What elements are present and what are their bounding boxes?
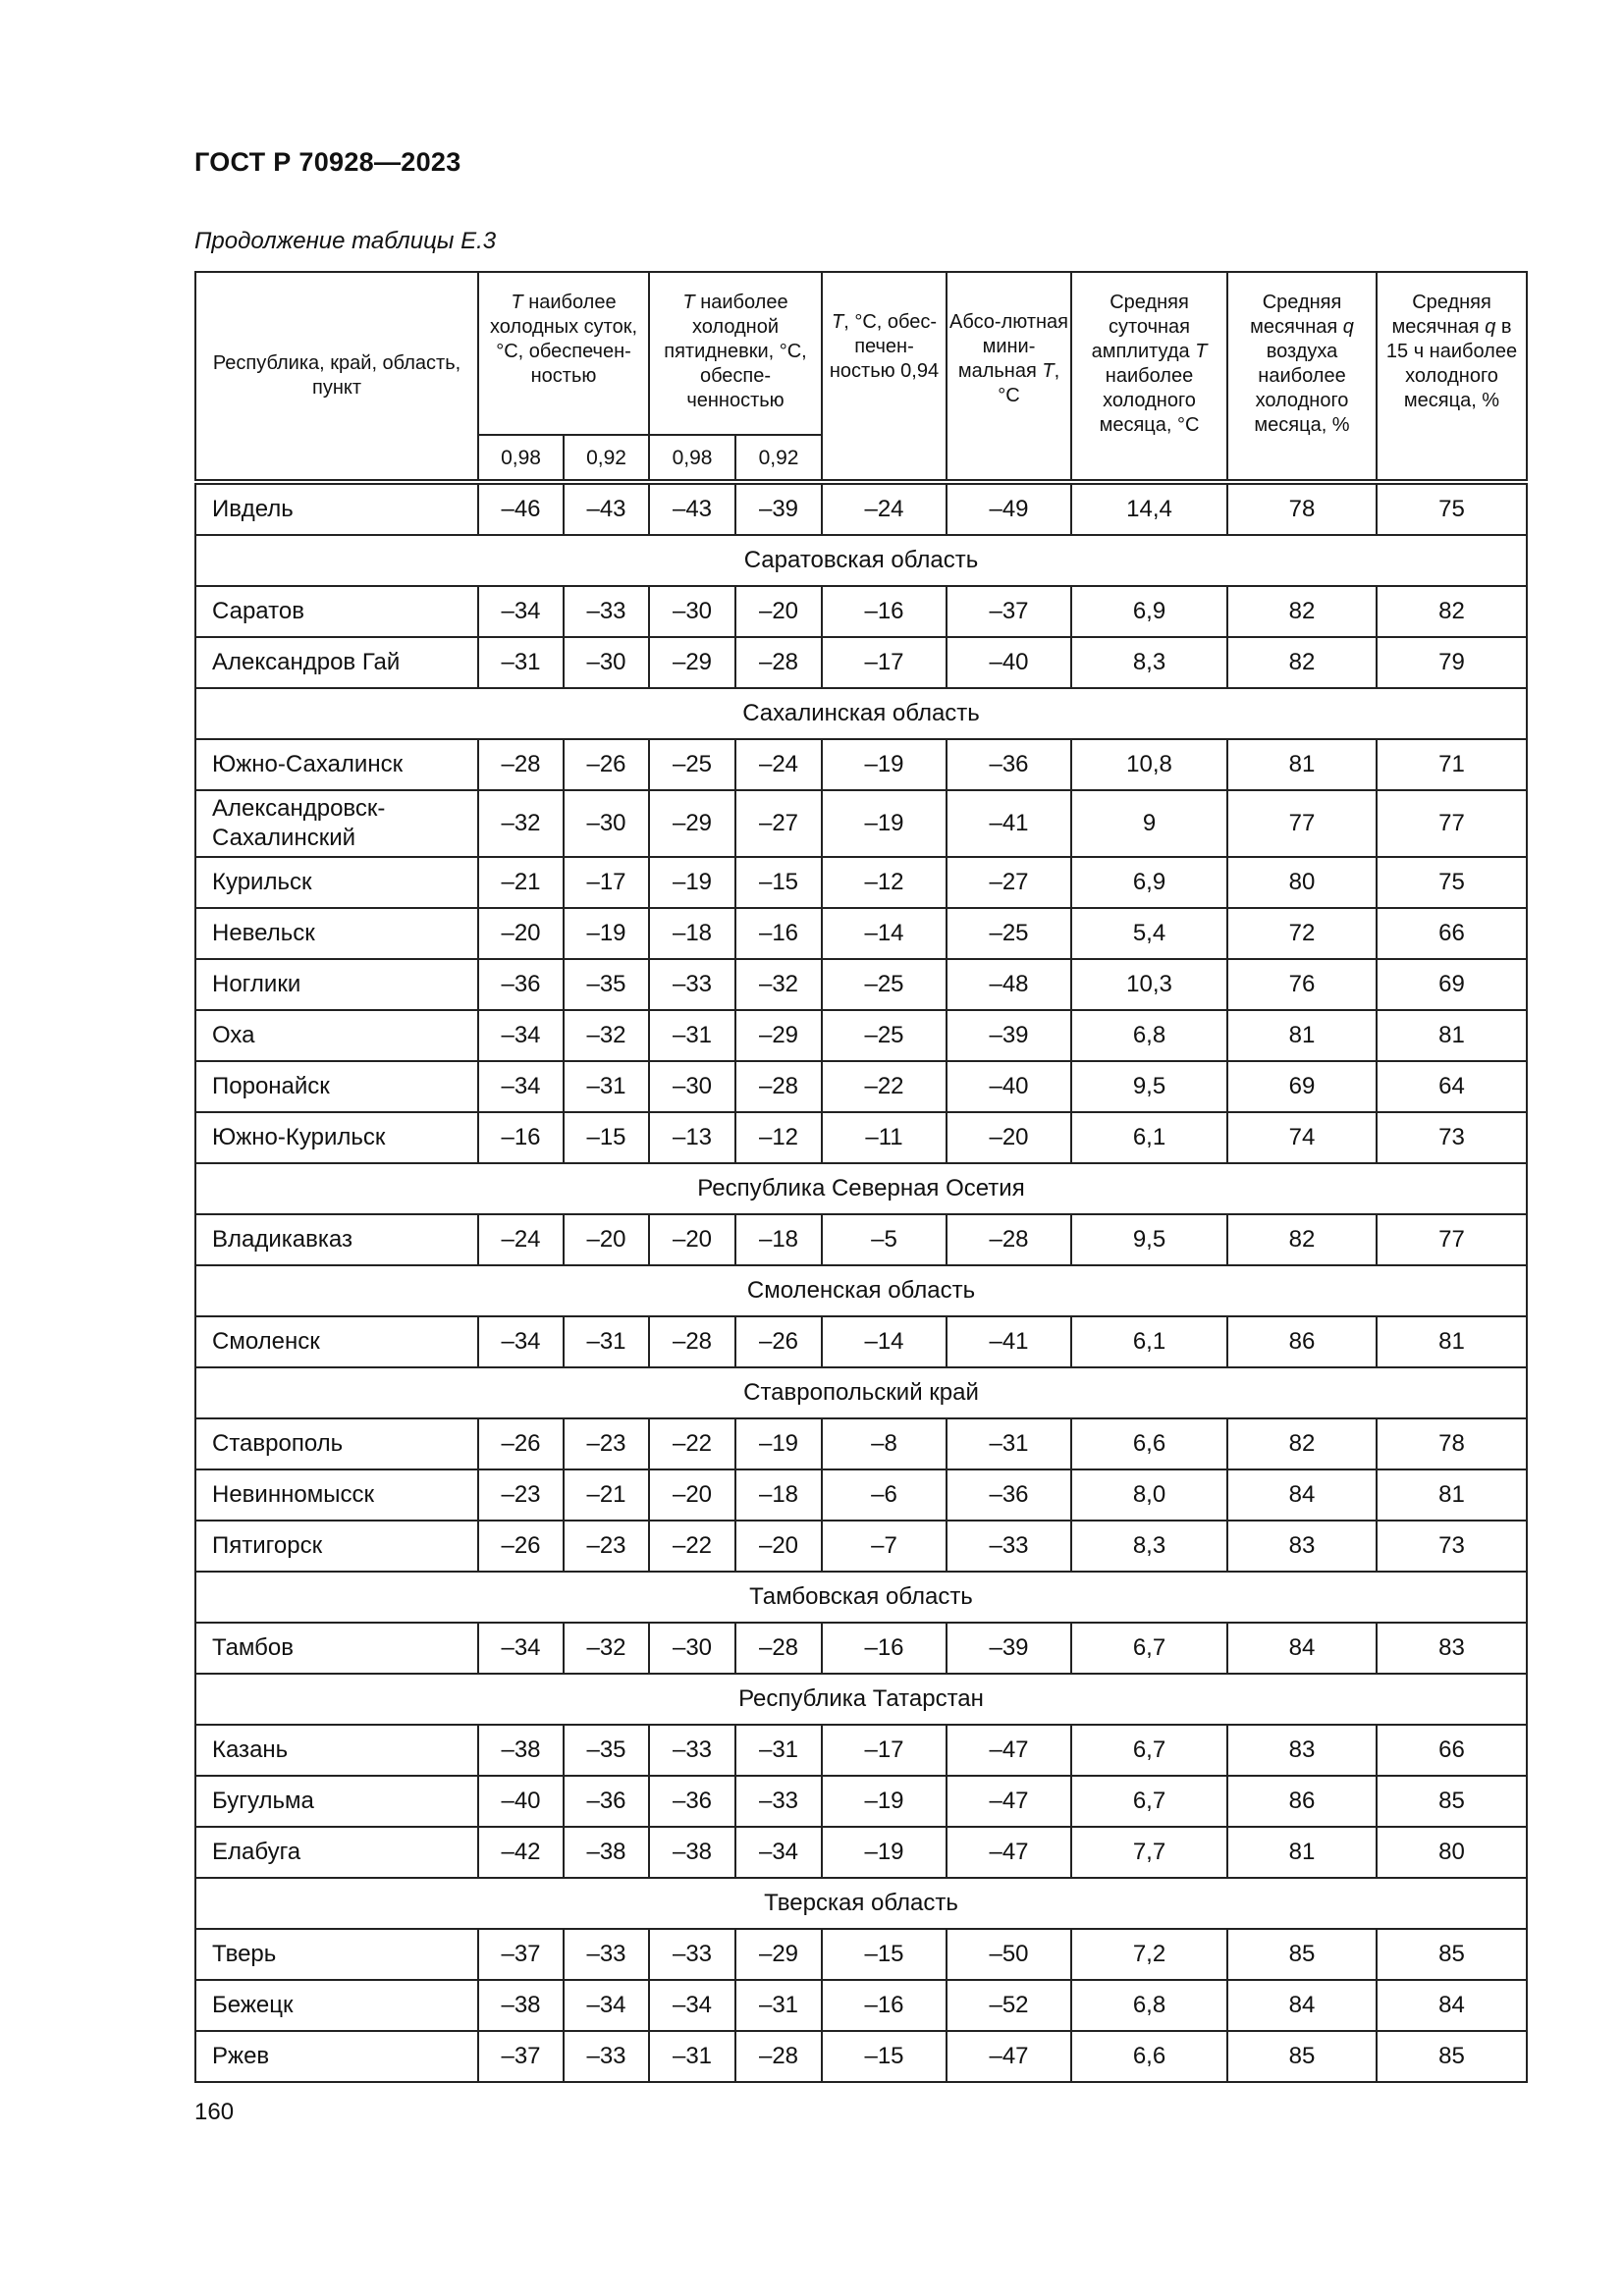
region-header-row <box>195 1674 1527 1725</box>
value-cell: 74 <box>1227 1112 1377 1163</box>
value-cell: 69 <box>1377 959 1527 1010</box>
value-cell: 9,5 <box>1071 1214 1227 1265</box>
location-name: Невельск <box>195 908 478 959</box>
value-cell: 6,6 <box>1071 1418 1227 1469</box>
value-cell: 82 <box>1377 586 1527 637</box>
value-cell: 85 <box>1377 2031 1527 2082</box>
location-name: Оха <box>195 1010 478 1061</box>
region-name: Ставропольский край <box>195 1367 1527 1418</box>
value-cell: –31 <box>649 1010 735 1061</box>
value-cell: 73 <box>1377 1521 1527 1572</box>
value-cell: –40 <box>947 637 1071 688</box>
value-cell: 85 <box>1227 2031 1377 2082</box>
region-header-row <box>195 1572 1527 1623</box>
location-name: Александров Гай <box>195 637 478 688</box>
value-cell: 6,6 <box>1071 2031 1227 2082</box>
value-cell: –19 <box>822 1776 947 1827</box>
region-name: Тверская область <box>195 1878 1527 1929</box>
table-row <box>195 1061 1527 1112</box>
header-humidity-15h: Средняя месячная q в 15 ч наиболее холодного месяца, % <box>1377 272 1527 480</box>
region-header-row <box>195 1878 1527 1929</box>
value-cell: –34 <box>478 586 564 637</box>
value-cell: 78 <box>1227 484 1377 535</box>
value-cell: –25 <box>947 908 1071 959</box>
value-cell: 82 <box>1227 1418 1377 1469</box>
value-cell: –38 <box>564 1827 649 1878</box>
value-cell: –29 <box>735 1010 822 1061</box>
value-cell: –22 <box>822 1061 947 1112</box>
value-cell: –24 <box>822 484 947 535</box>
climate-table <box>194 271 1528 2083</box>
value-cell: –19 <box>564 908 649 959</box>
value-cell: –30 <box>649 586 735 637</box>
value-cell: –12 <box>735 1112 822 1163</box>
value-cell: 80 <box>1227 857 1377 908</box>
value-cell: 75 <box>1377 484 1527 535</box>
value-cell: –27 <box>735 790 822 857</box>
value-cell: –25 <box>822 959 947 1010</box>
value-cell: –27 <box>947 857 1071 908</box>
location-name: Ивдель <box>195 484 478 535</box>
table-body <box>195 480 1527 2082</box>
value-cell: 6,8 <box>1071 1980 1227 2031</box>
table-row <box>195 1725 1527 1776</box>
value-cell: –32 <box>735 959 822 1010</box>
value-cell: –28 <box>649 1316 735 1367</box>
value-cell: –33 <box>735 1776 822 1827</box>
document-title: ГОСТ Р 70928—2023 <box>194 147 461 177</box>
header-prob-092-day: 0,92 <box>564 435 649 480</box>
region-header-row <box>195 1163 1527 1214</box>
value-cell: 6,9 <box>1071 586 1227 637</box>
value-cell: –29 <box>735 1929 822 1980</box>
value-cell: –38 <box>478 1980 564 2031</box>
value-cell: 6,1 <box>1071 1112 1227 1163</box>
value-cell: –38 <box>478 1725 564 1776</box>
value-cell: –24 <box>735 739 822 790</box>
value-cell: –28 <box>947 1214 1071 1265</box>
value-cell: –43 <box>564 484 649 535</box>
value-cell: –5 <box>822 1214 947 1265</box>
location-name: Ноглики <box>195 959 478 1010</box>
value-cell: –28 <box>735 2031 822 2082</box>
value-cell: 64 <box>1377 1061 1527 1112</box>
value-cell: –40 <box>947 1061 1071 1112</box>
value-cell: –18 <box>735 1469 822 1521</box>
value-cell: –23 <box>564 1521 649 1572</box>
location-name: Ржев <box>195 2031 478 2082</box>
value-cell: –22 <box>649 1418 735 1469</box>
value-cell: 66 <box>1377 908 1527 959</box>
table-row <box>195 1929 1527 1980</box>
table-row <box>195 1980 1527 2031</box>
page-number: 160 <box>194 2099 235 2125</box>
value-cell: –15 <box>735 857 822 908</box>
value-cell: –37 <box>478 2031 564 2082</box>
location-name: Невинномысск <box>195 1469 478 1521</box>
value-cell: 6,7 <box>1071 1776 1227 1827</box>
value-cell: 77 <box>1227 790 1377 857</box>
value-cell: 82 <box>1227 637 1377 688</box>
value-cell: –20 <box>947 1112 1071 1163</box>
value-cell: –19 <box>649 857 735 908</box>
value-cell: 81 <box>1377 1316 1527 1367</box>
value-cell: –34 <box>735 1827 822 1878</box>
value-cell: 84 <box>1227 1623 1377 1674</box>
value-cell: 85 <box>1377 1776 1527 1827</box>
value-cell: –19 <box>822 739 947 790</box>
value-cell: –20 <box>478 908 564 959</box>
value-cell: 6,8 <box>1071 1010 1227 1061</box>
value-cell: –36 <box>478 959 564 1010</box>
location-name: Бугульма <box>195 1776 478 1827</box>
location-name: Тамбов <box>195 1623 478 1674</box>
value-cell: –36 <box>564 1776 649 1827</box>
value-cell: –20 <box>564 1214 649 1265</box>
value-cell: 6,7 <box>1071 1725 1227 1776</box>
value-cell: 6,1 <box>1071 1316 1227 1367</box>
value-cell: –32 <box>564 1623 649 1674</box>
table-row <box>195 1214 1527 1265</box>
value-cell: –17 <box>822 1725 947 1776</box>
value-cell: 73 <box>1377 1112 1527 1163</box>
value-cell: –33 <box>947 1521 1071 1572</box>
value-cell: 81 <box>1227 739 1377 790</box>
value-cell: 5,4 <box>1071 908 1227 959</box>
region-header-row <box>195 1265 1527 1316</box>
value-cell: 72 <box>1227 908 1377 959</box>
value-cell: –32 <box>478 790 564 857</box>
table-row <box>195 1827 1527 1878</box>
value-cell: –34 <box>478 1061 564 1112</box>
value-cell: –15 <box>564 1112 649 1163</box>
location-name: Казань <box>195 1725 478 1776</box>
value-cell: –49 <box>947 484 1071 535</box>
value-cell: –31 <box>649 2031 735 2082</box>
value-cell: –46 <box>478 484 564 535</box>
value-cell: 81 <box>1377 1469 1527 1521</box>
location-name: Южно-Сахалинск <box>195 739 478 790</box>
value-cell: –26 <box>478 1521 564 1572</box>
value-cell: –36 <box>649 1776 735 1827</box>
value-cell: 7,2 <box>1071 1929 1227 1980</box>
value-cell: –11 <box>822 1112 947 1163</box>
header-coldest-five-day: T наиболее холодной пятидневки, °С, обеспе-ченностью <box>649 272 822 435</box>
header-coldest-day: T наиболее холодных суток, °С, обеспечен-ностью <box>478 272 649 435</box>
value-cell: –37 <box>478 1929 564 1980</box>
value-cell: –18 <box>735 1214 822 1265</box>
value-cell: –23 <box>564 1418 649 1469</box>
value-cell: 14,4 <box>1071 484 1227 535</box>
value-cell: –33 <box>649 1929 735 1980</box>
location-name: Бежецк <box>195 1980 478 2031</box>
value-cell: –6 <box>822 1469 947 1521</box>
value-cell: –15 <box>822 1929 947 1980</box>
value-cell: –17 <box>564 857 649 908</box>
table-row <box>195 1469 1527 1521</box>
value-cell: –34 <box>649 1980 735 2031</box>
header-prob-092-five-day: 0,92 <box>735 435 822 480</box>
value-cell: 81 <box>1377 1010 1527 1061</box>
value-cell: 76 <box>1227 959 1377 1010</box>
location-name: Поронайск <box>195 1061 478 1112</box>
value-cell: –16 <box>822 1980 947 2031</box>
value-cell: –34 <box>478 1623 564 1674</box>
table-row <box>195 790 1527 857</box>
header-location: Республика, край, область, пункт <box>195 272 478 480</box>
value-cell: –30 <box>649 1623 735 1674</box>
value-cell: –8 <box>822 1418 947 1469</box>
table-row <box>195 857 1527 908</box>
value-cell: –28 <box>735 1623 822 1674</box>
value-cell: –29 <box>649 790 735 857</box>
value-cell: –47 <box>947 1725 1071 1776</box>
value-cell: –47 <box>947 1827 1071 1878</box>
value-cell: –30 <box>564 790 649 857</box>
location-name: Смоленск <box>195 1316 478 1367</box>
value-cell: 82 <box>1227 1214 1377 1265</box>
value-cell: 83 <box>1377 1623 1527 1674</box>
location-name: Саратов <box>195 586 478 637</box>
location-name: Курильск <box>195 857 478 908</box>
value-cell: 83 <box>1227 1521 1377 1572</box>
value-cell: –16 <box>735 908 822 959</box>
value-cell: –31 <box>478 637 564 688</box>
value-cell: –48 <box>947 959 1071 1010</box>
location-name: Пятигорск <box>195 1521 478 1572</box>
region-name: Республика Северная Осетия <box>195 1163 1527 1214</box>
region-name: Тамбовская область <box>195 1572 1527 1623</box>
table-row <box>195 586 1527 637</box>
table-row <box>195 2031 1527 2082</box>
value-cell: –20 <box>735 586 822 637</box>
value-cell: –33 <box>564 2031 649 2082</box>
table-caption: Продолжение таблицы Е.3 <box>194 228 497 254</box>
value-cell: –19 <box>735 1418 822 1469</box>
value-cell: 86 <box>1227 1776 1377 1827</box>
value-cell: –33 <box>649 1725 735 1776</box>
value-cell: 85 <box>1377 1929 1527 1980</box>
location-name: Южно-Курильск <box>195 1112 478 1163</box>
value-cell: –26 <box>735 1316 822 1367</box>
table-row <box>195 484 1527 535</box>
value-cell: 83 <box>1227 1725 1377 1776</box>
value-cell: –33 <box>564 1929 649 1980</box>
region-header-row <box>195 535 1527 586</box>
table-row <box>195 1623 1527 1674</box>
value-cell: –15 <box>822 2031 947 2082</box>
value-cell: 79 <box>1377 637 1527 688</box>
header-abs-min: Абсо-лютная мини-мальная T, °С <box>947 272 1071 480</box>
value-cell: –40 <box>478 1776 564 1827</box>
value-cell: –31 <box>947 1418 1071 1469</box>
value-cell: 8,0 <box>1071 1469 1227 1521</box>
value-cell: –35 <box>564 959 649 1010</box>
value-cell: –39 <box>947 1010 1071 1061</box>
value-cell: –21 <box>564 1469 649 1521</box>
value-cell: 77 <box>1377 790 1527 857</box>
value-cell: 7,7 <box>1071 1827 1227 1878</box>
value-cell: –33 <box>649 959 735 1010</box>
value-cell: –50 <box>947 1929 1071 1980</box>
value-cell: –17 <box>822 637 947 688</box>
value-cell: –23 <box>478 1469 564 1521</box>
table-row <box>195 739 1527 790</box>
value-cell: –16 <box>822 1623 947 1674</box>
value-cell: 84 <box>1377 1980 1527 2031</box>
value-cell: –31 <box>564 1316 649 1367</box>
value-cell: 9,5 <box>1071 1061 1227 1112</box>
table-row <box>195 1776 1527 1827</box>
value-cell: 77 <box>1377 1214 1527 1265</box>
value-cell: –28 <box>478 739 564 790</box>
location-name: Тверь <box>195 1929 478 1980</box>
table-row <box>195 908 1527 959</box>
value-cell: –36 <box>947 739 1071 790</box>
value-cell: 71 <box>1377 739 1527 790</box>
value-cell: –29 <box>649 637 735 688</box>
value-cell: 8,3 <box>1071 1521 1227 1572</box>
value-cell: –41 <box>947 1316 1071 1367</box>
value-cell: –32 <box>564 1010 649 1061</box>
value-cell: 78 <box>1377 1418 1527 1469</box>
value-cell: –24 <box>478 1214 564 1265</box>
value-cell: –7 <box>822 1521 947 1572</box>
value-cell: 86 <box>1227 1316 1377 1367</box>
header-daily-amplitude: Средняя суточная амплитуда T наиболее холодного месяца, °С <box>1071 272 1227 480</box>
table-row <box>195 1010 1527 1061</box>
value-cell: –34 <box>478 1316 564 1367</box>
value-cell: –18 <box>649 908 735 959</box>
value-cell: –12 <box>822 857 947 908</box>
region-name: Республика Татарстан <box>195 1674 1527 1725</box>
value-cell: 6,9 <box>1071 857 1227 908</box>
value-cell: –31 <box>735 1980 822 2031</box>
header-t-094: T, °С, обес-печен-ностью 0,94 <box>822 272 947 480</box>
region-name: Сахалинская область <box>195 688 1527 739</box>
value-cell: –39 <box>947 1623 1071 1674</box>
value-cell: 66 <box>1377 1725 1527 1776</box>
value-cell: –35 <box>564 1725 649 1776</box>
value-cell: –38 <box>649 1827 735 1878</box>
value-cell: –31 <box>564 1061 649 1112</box>
value-cell: –33 <box>564 586 649 637</box>
value-cell: –30 <box>564 637 649 688</box>
region-header-row <box>195 688 1527 739</box>
value-cell: –22 <box>649 1521 735 1572</box>
value-cell: 10,8 <box>1071 739 1227 790</box>
value-cell: –19 <box>822 1827 947 1878</box>
value-cell: 81 <box>1227 1010 1377 1061</box>
table-row <box>195 1418 1527 1469</box>
location-name: Александровск- Сахалинский <box>195 790 478 857</box>
value-cell: –14 <box>822 1316 947 1367</box>
table-row <box>195 637 1527 688</box>
value-cell: 82 <box>1227 586 1377 637</box>
location-name: Ставрополь <box>195 1418 478 1469</box>
value-cell: –20 <box>649 1469 735 1521</box>
value-cell: –30 <box>649 1061 735 1112</box>
value-cell: –20 <box>735 1521 822 1572</box>
location-name: Владикавказ <box>195 1214 478 1265</box>
value-cell: –26 <box>478 1418 564 1469</box>
table-row <box>195 1316 1527 1367</box>
region-name: Смоленская область <box>195 1265 1527 1316</box>
table-row <box>195 1112 1527 1163</box>
value-cell: –52 <box>947 1980 1071 2031</box>
value-cell: –36 <box>947 1469 1071 1521</box>
value-cell: –42 <box>478 1827 564 1878</box>
value-cell: –25 <box>822 1010 947 1061</box>
location-name: Елабуга <box>195 1827 478 1878</box>
value-cell: –28 <box>735 1061 822 1112</box>
value-cell: 69 <box>1227 1061 1377 1112</box>
value-cell: –28 <box>735 637 822 688</box>
table-row <box>195 1521 1527 1572</box>
value-cell: 81 <box>1227 1827 1377 1878</box>
value-cell: –25 <box>649 739 735 790</box>
value-cell: –14 <box>822 908 947 959</box>
value-cell: –16 <box>478 1112 564 1163</box>
value-cell: 85 <box>1227 1929 1377 1980</box>
region-name: Саратовская область <box>195 535 1527 586</box>
value-cell: 6,7 <box>1071 1623 1227 1674</box>
value-cell: –31 <box>735 1725 822 1776</box>
value-cell: 84 <box>1227 1980 1377 2031</box>
value-cell: 9 <box>1071 790 1227 857</box>
value-cell: 10,3 <box>1071 959 1227 1010</box>
table-row <box>195 959 1527 1010</box>
header-prob-098-day: 0,98 <box>478 435 564 480</box>
value-cell: –34 <box>478 1010 564 1061</box>
value-cell: –13 <box>649 1112 735 1163</box>
value-cell: –37 <box>947 586 1071 637</box>
value-cell: 84 <box>1227 1469 1377 1521</box>
header-humidity: Средняя месячная q воздуха наиболее холодного месяца, % <box>1227 272 1377 480</box>
value-cell: 80 <box>1377 1827 1527 1878</box>
value-cell: –21 <box>478 857 564 908</box>
value-cell: –26 <box>564 739 649 790</box>
value-cell: 75 <box>1377 857 1527 908</box>
value-cell: –16 <box>822 586 947 637</box>
value-cell: –41 <box>947 790 1071 857</box>
value-cell: –47 <box>947 1776 1071 1827</box>
value-cell: –43 <box>649 484 735 535</box>
value-cell: –19 <box>822 790 947 857</box>
region-header-row <box>195 1367 1527 1418</box>
value-cell: –20 <box>649 1214 735 1265</box>
value-cell: –34 <box>564 1980 649 2031</box>
header-prob-098-five-day: 0,98 <box>649 435 735 480</box>
value-cell: 8,3 <box>1071 637 1227 688</box>
value-cell: –47 <box>947 2031 1071 2082</box>
value-cell: –39 <box>735 484 822 535</box>
